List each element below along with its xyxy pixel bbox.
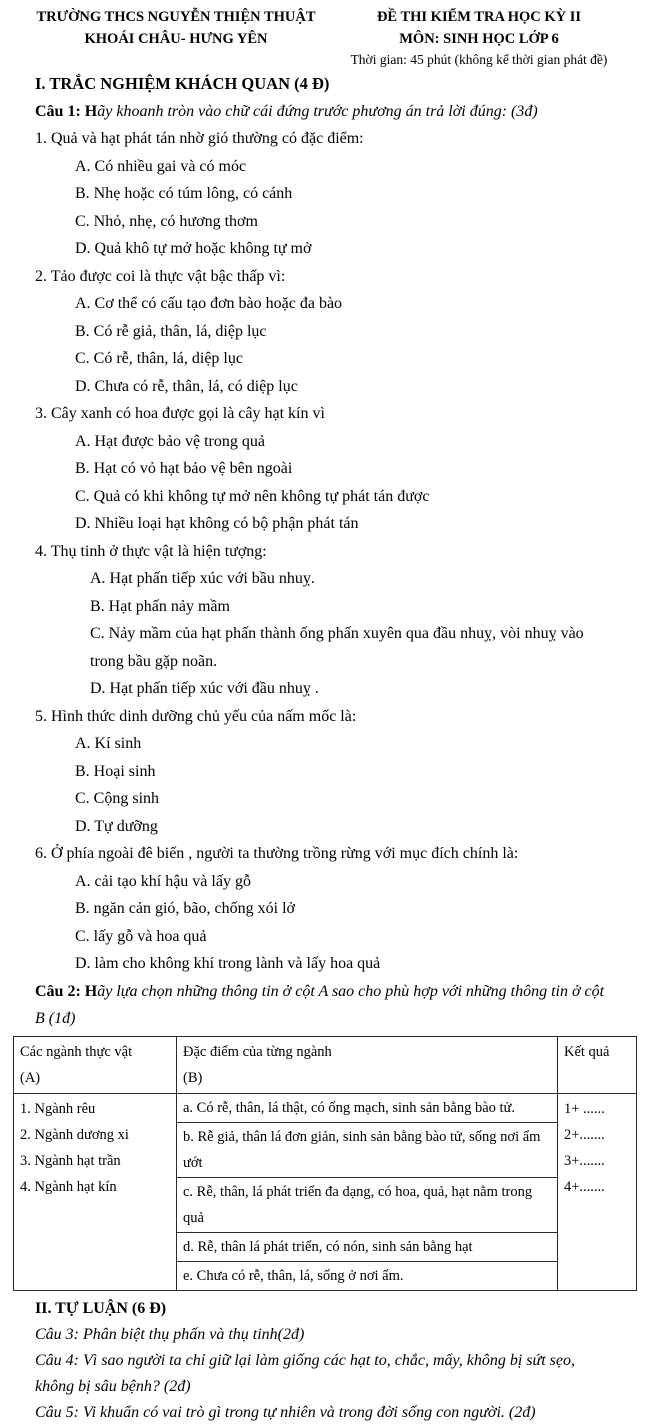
school-location: KHOÁI CHÂU- HƯNG YÊN xyxy=(84,31,268,47)
table-body-row xyxy=(14,1094,636,1290)
col-b-item-b: b. Rễ giả, thân lá đơn giản, sinh sản bằng bào tử, sống nơi ẩm ướt xyxy=(177,1122,557,1177)
col-c-item-1: 1+ ...... xyxy=(564,1100,605,1117)
cau3-question: Câu 3: Phân biệt thụ phấn và thụ tinh(2đ) xyxy=(35,1325,305,1343)
col-b-header-line2: (B) xyxy=(183,1069,203,1086)
question-4-option-c: C. Nảy mầm của hạt phấn thành ống phấn xuyên qua đầu nhuỵ, vòi nhuỵ vào trong bầu gặp noãn. xyxy=(90,625,584,670)
col-a-item-4: 4. Ngành hạt kín xyxy=(20,1178,117,1195)
section2-title: II. TỰ LUẬN (6 Đ) xyxy=(35,1299,167,1317)
school-info xyxy=(30,6,322,70)
col-a-item-1: 1. Ngành rêu xyxy=(20,1100,96,1117)
col-a-header xyxy=(14,1037,177,1093)
exam-duration: Thời gian: 45 phút (không kể thời gian phát đề) xyxy=(350,52,608,67)
table-header-row xyxy=(14,1037,636,1094)
cau1-label-italic-run: ãy khoanh tròn vào chữ cái đứng trước phương án trả lời đúng: (3đ) xyxy=(97,102,538,120)
question-6 xyxy=(35,840,615,978)
question-6-option-a: A. cải tạo khí hậu và lấy gỗ xyxy=(75,872,251,890)
col-c-item-4: 4+....... xyxy=(564,1178,605,1195)
question-3-option-d: D. Nhiều loại hạt không có bộ phận phát tán xyxy=(75,515,359,532)
cau2-label-bold-run: Câu 2: H xyxy=(35,982,98,1000)
question-1-option-c: C. Nhỏ, nhẹ, có hương thơm xyxy=(75,212,258,230)
col-b-item-c: c. Rễ, thân, lá phát triển đa dạng, có hoa, quả, hạt nằm trong quả xyxy=(177,1177,557,1232)
question-5-option-a: A. Kí sinh xyxy=(75,735,142,752)
question-5-text: 5. Hình thức dinh dưỡng chủ yếu của nấm mốc là: xyxy=(35,707,357,725)
question-3-option-c: C. Quả có khi không tự mở nên không tự phát tán được xyxy=(75,487,430,505)
question-3 xyxy=(35,400,615,538)
col-a-item-2: 2. Ngành dương xi xyxy=(20,1126,129,1143)
col-b-item-a: a. Có rễ, thân, lá thật, có ống mạch, sinh sản bằng bào tử. xyxy=(183,1099,516,1116)
question-6-option-d: D. làm cho không khí trong lành và lấy hoa quả xyxy=(75,955,381,972)
col-c-cell xyxy=(558,1094,636,1290)
question-2-option-a: A. Cơ thể có cấu tạo đơn bào hoặc đa bào xyxy=(75,295,343,312)
exam-title: ĐỀ THI KIỂM TRA HỌC KỲ II xyxy=(376,9,582,25)
cau1-label-bold-run: Câu 1: H xyxy=(35,102,98,120)
cau1-label xyxy=(35,98,615,126)
col-a-item-3: 3. Ngành hạt trần xyxy=(20,1152,121,1169)
question-1-option-a: A. Có nhiều gai và có móc xyxy=(75,157,247,175)
col-a-cell xyxy=(14,1094,177,1290)
question-4-option-b: B. Hạt phấn nảy mầm xyxy=(90,597,230,615)
document-header xyxy=(0,0,650,70)
col-a-header-line1: Các ngành thực vật xyxy=(20,1043,133,1060)
question-2-option-d: D. Chưa có rễ, thân, lá, có diệp lục xyxy=(75,377,298,395)
col-b-cell xyxy=(177,1094,558,1290)
section-tu-luan xyxy=(0,1291,650,1426)
question-4-text: 4. Thụ tinh ở thực vật là hiện tượng: xyxy=(35,542,267,560)
question-2 xyxy=(35,263,615,401)
school-name: TRƯỜNG THCS NGUYỄN THIỆN THUẬT xyxy=(36,9,316,25)
col-b-item-e: e. Chưa có rễ, thân, lá, sống ở nơi ẩm. xyxy=(177,1261,557,1290)
question-2-option-c: C. Có rễ, thân, lá, diệp lục xyxy=(75,350,243,367)
question-4-option-a: A. Hạt phấn tiếp xúc với bầu nhuỵ. xyxy=(90,570,315,587)
exam-subject: MÔN: SINH HỌC LỚP 6 xyxy=(399,31,559,47)
question-3-option-a: A. Hạt được bảo vệ trong quả xyxy=(75,432,265,450)
question-3-option-b: B. Hạt có vỏ hạt bảo vệ bên ngoài xyxy=(75,460,293,477)
col-c-header: Kết quả xyxy=(564,1043,610,1060)
question-4 xyxy=(35,538,615,703)
section-trac-nghiem xyxy=(0,70,650,1033)
question-1 xyxy=(35,125,615,263)
question-2-option-b: B. Có rễ giả, thân, lá, diệp lục xyxy=(75,322,267,340)
cau4-question: Câu 4: Vì sao người ta chỉ giữ lại làm giống các hạt to, chắc, mẩy, không bị sứt sẹo, không bị sâu bệnh? (2đ) xyxy=(35,1351,575,1395)
col-c-item-2: 2+....... xyxy=(564,1126,605,1143)
col-b-header xyxy=(177,1037,558,1093)
question-2-text: 2. Tảo được coi là thực vật bậc thấp vì: xyxy=(35,267,286,285)
question-1-option-b: B. Nhẹ hoặc có túm lông, có cánh xyxy=(75,185,293,202)
question-6-text: 6. Ở phía ngoài đê biển , người ta thường trồng rừng với mục đích chính là: xyxy=(35,845,519,862)
col-b-item-d: d. Rễ, thân lá phát triển, có nón, sinh sản bằng hạt xyxy=(177,1232,557,1261)
exam-info xyxy=(322,6,636,70)
question-6-option-b: B. ngăn cản gió, bão, chống xói lở xyxy=(75,900,295,917)
cau5-question: Câu 5: Vi khuẩn có vai trò gì trong tự nhiên và trong đời sống con người. (2đ) xyxy=(35,1403,536,1421)
question-5-option-b: B. Hoại sinh xyxy=(75,762,156,780)
question-5-option-c: C. Cộng sinh xyxy=(75,790,160,807)
section1-title: I. TRẮC NGHIỆM KHÁCH QUAN (4 Đ) xyxy=(35,74,330,93)
question-1-option-d: D. Quả khô tự mở hoặc không tự mở xyxy=(75,240,312,257)
col-c-item-3: 3+....... xyxy=(564,1152,605,1169)
question-4-option-d: D. Hạt phấn tiếp xúc với đầu nhuỵ . xyxy=(90,680,319,697)
question-6-option-c: C. lấy gỗ và hoa quả xyxy=(75,927,207,945)
col-b-header-line1: Đặc điểm của từng ngành xyxy=(183,1043,332,1060)
matching-table xyxy=(13,1036,637,1291)
question-5 xyxy=(35,703,615,841)
cau2-label-italic-run: ãy lựa chọn những thông tin ở cột A sao cho phù hợp với những thông tin ở cột B (1đ) xyxy=(35,982,605,1027)
question-3-text: 3. Cây xanh có hoa được gọi là cây hạt kín vì xyxy=(35,405,325,422)
cau2-label xyxy=(35,978,615,1033)
question-5-option-d: D. Tự dưỡng xyxy=(75,817,158,835)
question-1-text: 1. Quả và hạt phát tán nhờ gió thường có đặc điểm: xyxy=(35,130,364,147)
col-a-header-line2: (A) xyxy=(20,1069,41,1086)
